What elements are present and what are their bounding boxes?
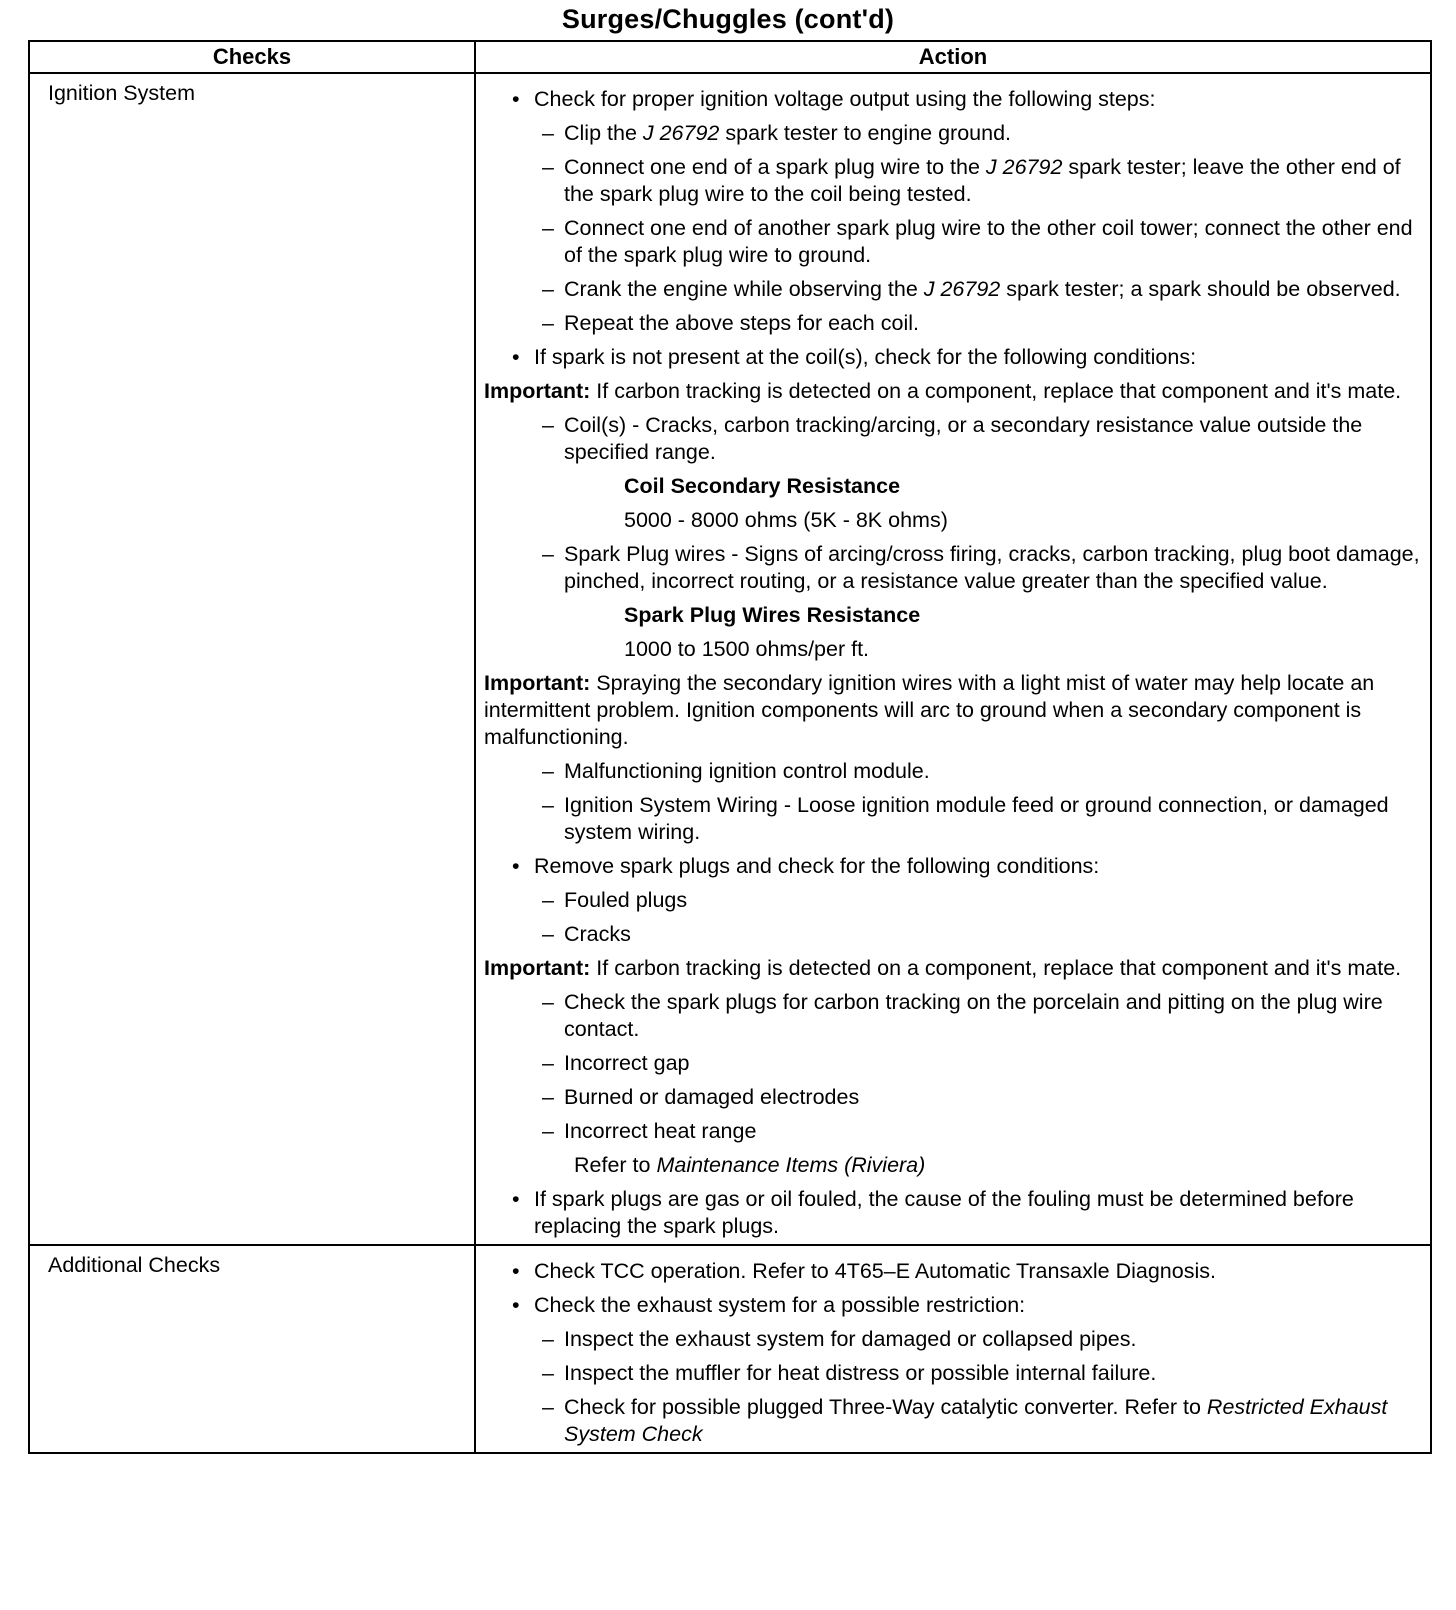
important-note: Important: Spraying the secondary ignition wires with a light mist of water may help locate an intermittent problem. Ignition components will arc to ground when a secondary component is malfunctioning. [484, 671, 1375, 749]
table-header-row [29, 41, 1431, 73]
action-bullet: • Check TCC operation. Refer to 4T65–E Automatic Transaxle Diagnosis. [484, 1258, 1422, 1285]
action-step: – Malfunctioning ignition control module. [484, 758, 1422, 785]
action-bullet: • Remove spark plugs and check for the following conditions: [484, 853, 1422, 880]
action-column-header: Action [475, 41, 1431, 73]
action-step: – Connect one end of another spark plug wire to the other coil tower; connect the other end of the spark plug wire to ground. [484, 215, 1422, 269]
spec-title: Coil Secondary Resistance [624, 474, 901, 498]
important-label: Important: [484, 956, 591, 980]
reference-link[interactable]: Restricted Exhaust System Check [564, 1395, 1388, 1446]
action-step: – Coil(s) - Cracks, carbon tracking/arcing, or a secondary resistance value outside the specified range. [484, 412, 1422, 466]
action-step: – Spark Plug wires - Signs of arcing/cross firing, cracks, carbon tracking, plug boot damage, pinched, incorrect routing, or a resistance value greater than the specified value. [484, 541, 1422, 595]
action-step: – Incorrect gap [484, 1050, 1422, 1077]
table-row [29, 1245, 1431, 1453]
action-bullet: • If spark is not present at the coil(s), check for the following conditions: [484, 344, 1422, 371]
action-step: – Check for possible plugged Three-Way catalytic converter. Refer to Restricted Exhaust System Check [484, 1394, 1422, 1448]
check-name: Ignition System [29, 73, 475, 1245]
check-name: Additional Checks [29, 1245, 475, 1453]
page-title: Surges/Chuggles (cont'd) [561, 4, 895, 34]
spec-value: 1000 to 1500 ohms/per ft. [624, 637, 870, 661]
checks-column-header: Checks [29, 41, 475, 73]
diagnostic-table [28, 40, 1432, 1454]
reference-note: Refer to Maintenance Items (Riviera) [574, 1153, 926, 1177]
action-bullet: • If spark plugs are gas or oil fouled, the cause of the fouling must be determined before replacing the spark plugs. [484, 1186, 1422, 1240]
reference-link[interactable]: Maintenance Items (Riviera) [656, 1153, 926, 1177]
action-step: – Connect one end of a spark plug wire to the J 26792 spark tester; leave the other end of the spark plug wire to the coil being tested. [484, 154, 1422, 208]
action-bullet: • Check the exhaust system for a possible restriction: [484, 1292, 1422, 1319]
spec-title: Spark Plug Wires Resistance [624, 603, 921, 627]
spec-value: 5000 - 8000 ohms (5K - 8K ohms) [624, 508, 948, 532]
action-step: – Inspect the exhaust system for damaged or collapsed pipes. [484, 1326, 1422, 1353]
action-step: – Incorrect heat range [484, 1118, 1422, 1145]
table-row [29, 73, 1431, 1245]
action-step: – Crank the engine while observing the J 26792 spark tester; a spark should be observed. [484, 276, 1422, 303]
important-note: Important: If carbon tracking is detected on a component, replace that component and it's mate. [484, 956, 1402, 980]
tool-reference: J 26792 [923, 277, 1001, 301]
important-label: Important: [484, 379, 591, 403]
important-label: Important: [484, 671, 591, 695]
action-cell [475, 1245, 1431, 1453]
important-note: Important: If carbon tracking is detected on a component, replace that component and it's mate. [484, 379, 1402, 403]
tool-reference: J 26792 [642, 121, 720, 145]
action-step: – Fouled plugs [484, 887, 1422, 914]
action-step: – Repeat the above steps for each coil. [484, 310, 1422, 337]
action-step: – Burned or damaged electrodes [484, 1084, 1422, 1111]
action-cell [475, 73, 1431, 1245]
action-step: – Check the spark plugs for carbon tracking on the porcelain and pitting on the plug wire contact. [484, 989, 1422, 1043]
action-step: – Clip the J 26792 spark tester to engine ground. [484, 120, 1422, 147]
action-bullet: • Check for proper ignition voltage output using the following steps: [484, 86, 1422, 113]
action-step: – Inspect the muffler for heat distress or possible internal failure. [484, 1360, 1422, 1387]
tool-reference: J 26792 [985, 155, 1063, 179]
action-step: – Ignition System Wiring - Loose ignition module feed or ground connection, or damaged system wiring. [484, 792, 1422, 846]
action-step: – Cracks [484, 921, 1422, 948]
